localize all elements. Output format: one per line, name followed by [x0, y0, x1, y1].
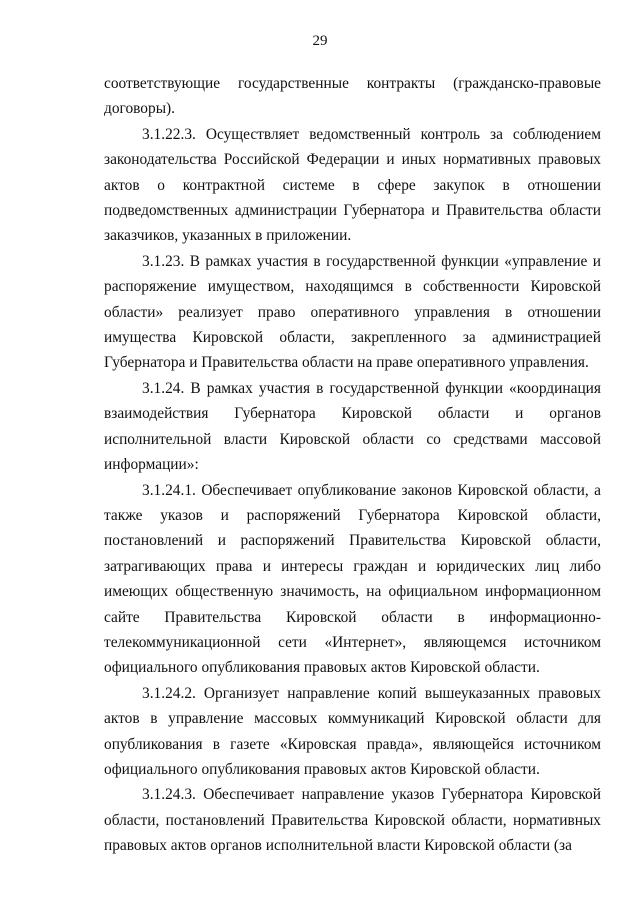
paragraph-3-1-24: 3.1.24. В рамках участия в государственной функции «координация взаимодействия Губернатора Кировской области и органов исполнительной власти Кировской области со средствами массовой информации»: — [104, 379, 601, 474]
paragraph-3-1-22-3: 3.1.22.3. Осуществляет ведомственный контроль за соблюдением законодательства Российской Федерации и иных нормативных правовых актов о контрактной системе в сфере закупок в отношении подведомственных администрации Губернатора и Правительства области заказчиков, указанных в приложении. — [104, 125, 601, 245]
paragraph-3-1-24-2: 3.1.24.2. Организует направление копий вышеуказанных правовых актов в управление массовых коммуникаций Кировской области для опубликования в газете «Кировская правда», являющейся источником официального опубликования правовых актов Кировской области. — [104, 684, 601, 778]
page-number: 29 — [312, 33, 328, 49]
paragraph-3-1-23: 3.1.23. В рамках участия в государственной функции «управление и распоряжение имуществом, находящимся в собственности Кировской области» реализует право оперативного управления в отношении имущества Кировской области, закрепленного за администрацией Губернатора и Правительства области на праве оперативного управления. — [104, 252, 601, 372]
paragraph-3-1-24-1: 3.1.24.1. Обеспечивает опубликование законов Кировской области, а также указов и распоряжений Губернатора Кировской области, постановлений и распоряжений Правительства Кировской области, затрагивающих права и интересы граждан и юридических лиц либо имеющих общественную значимость, на официальном информационном сайте Правительства Кировской области в информационно-телекоммуникационной сети «Интернет», являющемся источником официального опубликования правовых актов Кировской области. — [104, 481, 601, 677]
paragraph-continuation: соответствующие государственные контракты (гражданско-правовые договоры). — [104, 75, 601, 118]
document-body — [104, 71, 601, 859]
paragraph-3-1-24-3: 3.1.24.3. Обеспечивает направление указов Губернатора Кировской области, постановлений Правительства Кировской области, нормативных правовых актов органов исполнительной власти Кировской области (за — [104, 786, 601, 855]
